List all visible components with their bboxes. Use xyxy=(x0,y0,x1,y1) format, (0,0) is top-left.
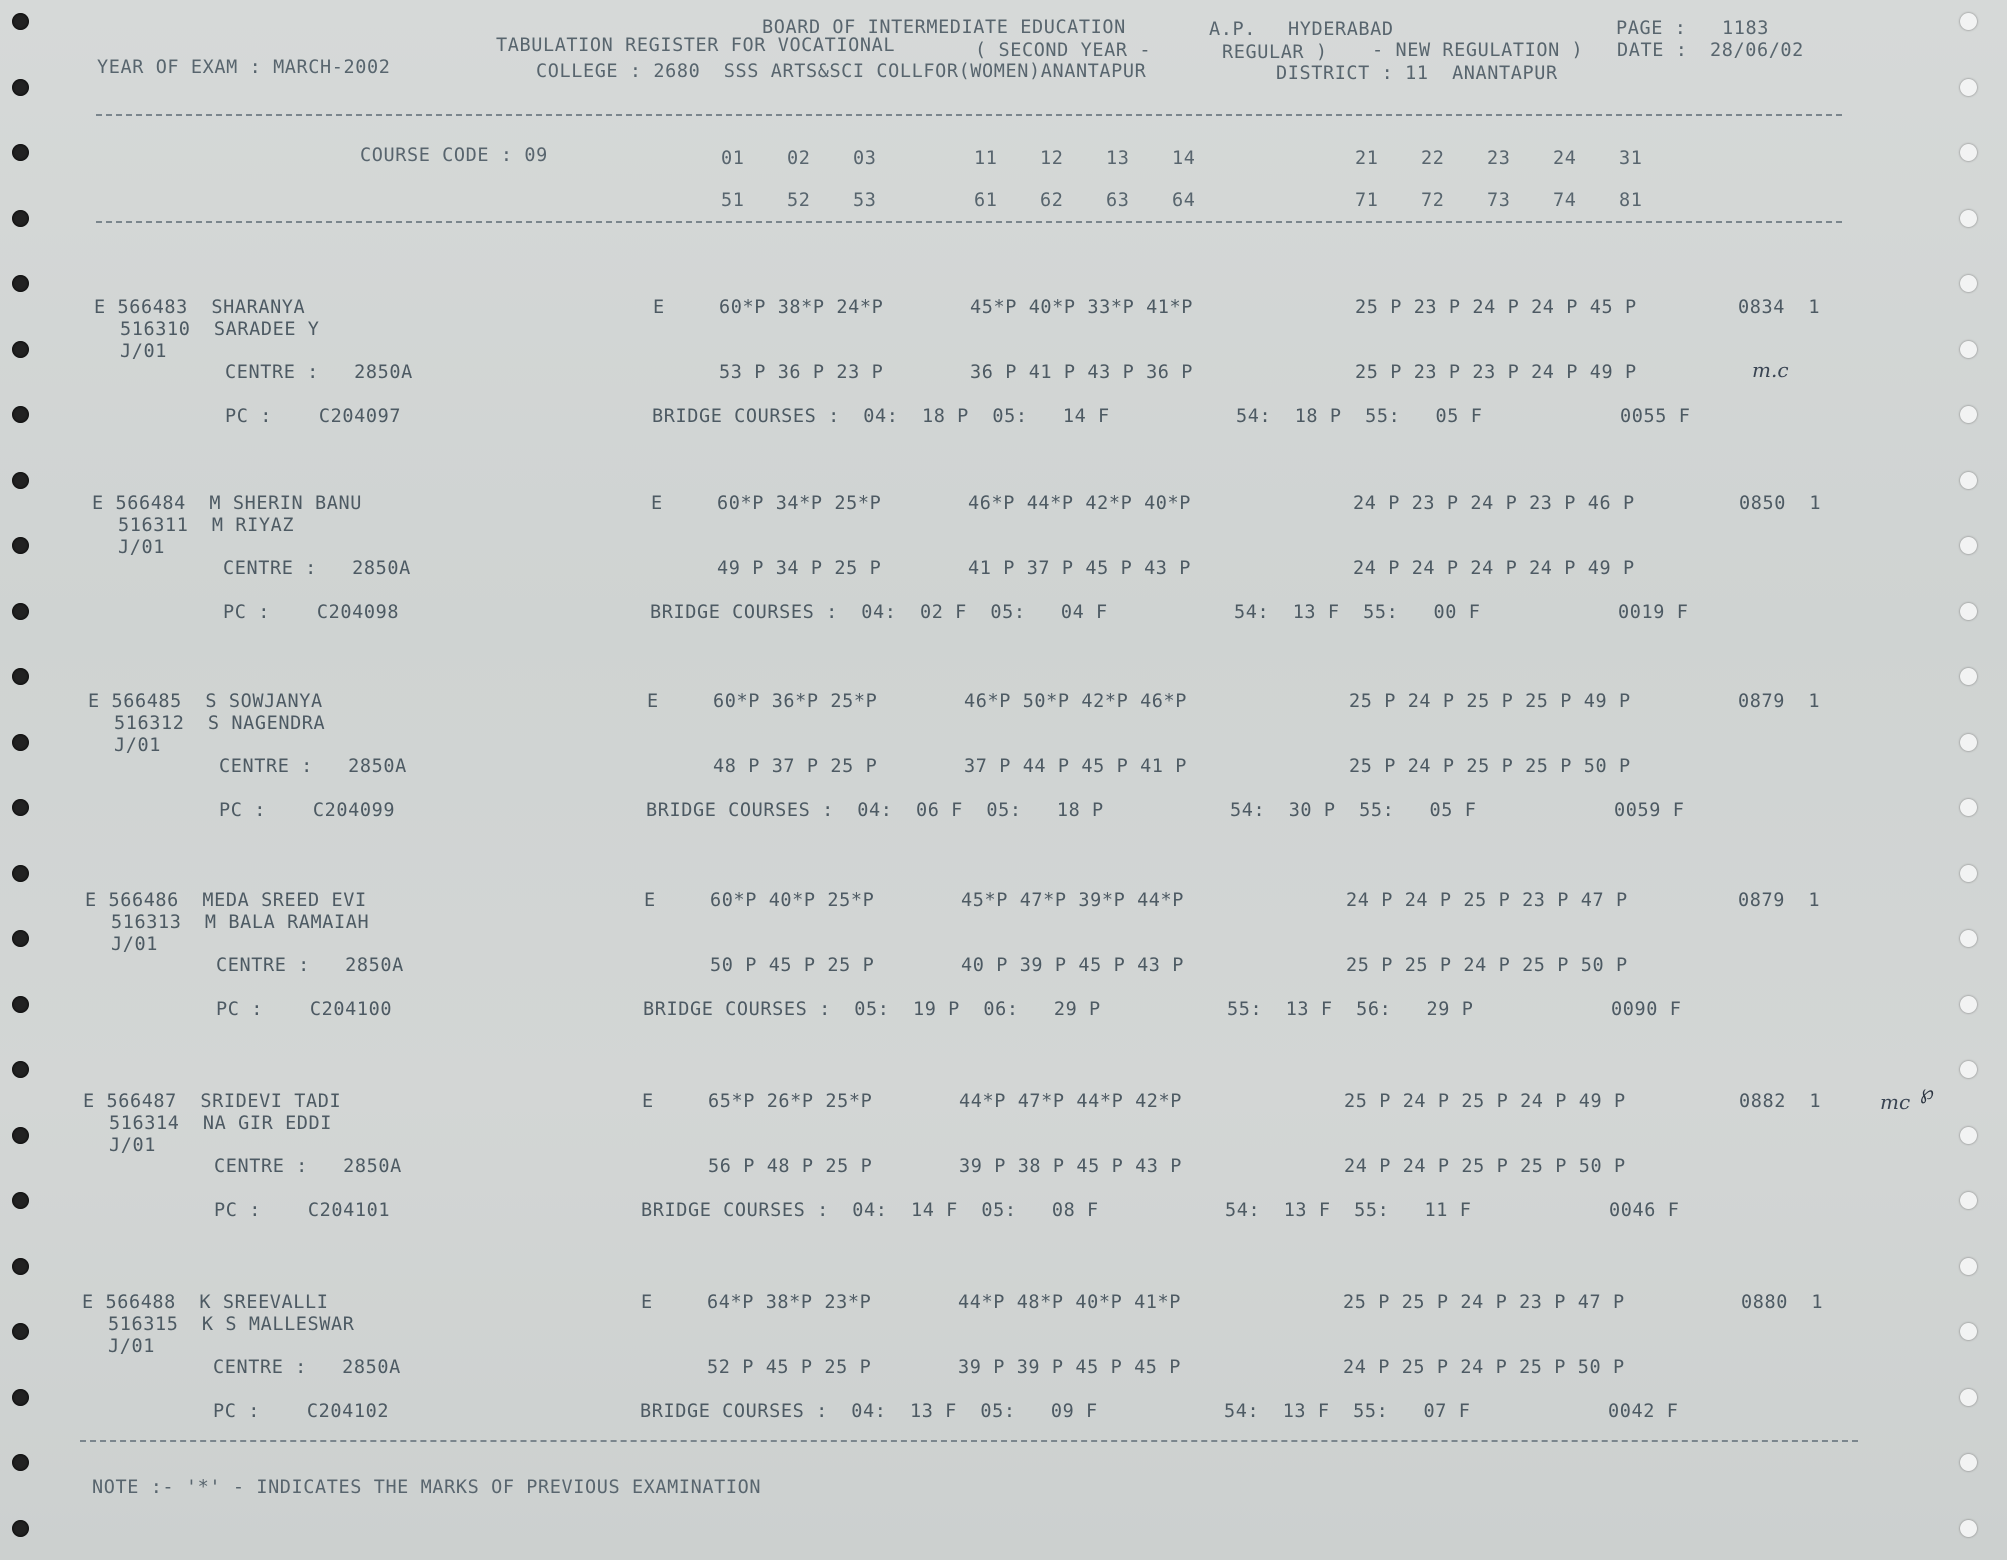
bridge-courses: BRIDGE COURSES : 05: 19 P 06: 29 P xyxy=(643,999,1101,1020)
roll-and-name: E 566484 M SHERIN BANU xyxy=(92,493,362,514)
page-label: PAGE : xyxy=(1616,18,1687,39)
feed-hole-icon xyxy=(12,1454,29,1471)
course-column-code: 81 xyxy=(1619,190,1643,211)
state-label: A.P. xyxy=(1209,19,1256,40)
reg-and-father: 516314 NA GIR EDDI xyxy=(109,1113,333,1134)
bridge-courses-2: 54: 13 F 55: 07 F xyxy=(1224,1401,1471,1422)
bridge-total: 0019 F xyxy=(1618,602,1689,623)
feed-hole-icon xyxy=(12,144,29,161)
course-column-code: 73 xyxy=(1487,190,1511,211)
second-marks-group-2: 37 P 44 P 45 P 41 P xyxy=(964,756,1188,777)
left-feed-holes xyxy=(12,0,42,1560)
second-marks-group-3: 25 P 24 P 25 P 25 P 50 P xyxy=(1349,756,1631,777)
course-column-code: 64 xyxy=(1172,190,1196,211)
pc-code: PC : C204101 xyxy=(214,1200,391,1221)
course-column-code: 12 xyxy=(1040,148,1064,169)
feed-hole-icon xyxy=(12,668,29,685)
marks-group-1: 60*P 40*P 25*P xyxy=(710,890,875,911)
course-column-code: 13 xyxy=(1106,148,1130,169)
date-value: 28/06/02 xyxy=(1710,40,1804,61)
register-title: TABULATION REGISTER FOR VOCATIONAL xyxy=(496,35,896,56)
bridge-courses: BRIDGE COURSES : 04: 13 F 05: 09 F xyxy=(640,1401,1098,1422)
second-marks-group-3: 25 P 25 P 24 P 25 P 50 P xyxy=(1346,955,1628,976)
second-marks-group-2: 39 P 38 P 45 P 43 P xyxy=(959,1156,1183,1177)
date-label: DATE : xyxy=(1617,40,1688,61)
course-column-code: 62 xyxy=(1040,190,1064,211)
total-and-division: 0880 1 xyxy=(1741,1292,1824,1313)
bridge-courses: BRIDGE COURSES : 04: 18 P 05: 14 F xyxy=(652,406,1110,427)
roll-and-name: E 566486 MEDA SREED EVI xyxy=(85,890,367,911)
course-column-code: 74 xyxy=(1553,190,1577,211)
right-feed-holes xyxy=(1960,0,1990,1560)
pc-code: PC : C204097 xyxy=(225,406,402,427)
feed-hole-icon xyxy=(1960,1127,1977,1144)
feed-hole-icon xyxy=(1960,603,1977,620)
feed-hole-icon xyxy=(12,1323,29,1340)
feed-hole-icon xyxy=(12,472,29,489)
feed-hole-icon xyxy=(1960,668,1977,685)
year-type: ( SECOND YEAR - xyxy=(975,40,1152,61)
feed-hole-icon xyxy=(12,734,29,751)
feed-hole-icon xyxy=(1960,734,1977,751)
second-marks-group-3: 24 P 25 P 24 P 25 P 50 P xyxy=(1343,1357,1625,1378)
bridge-courses-2: 54: 30 P 55: 05 F xyxy=(1230,800,1477,821)
marks-group-2: 46*P 50*P 42*P 46*P xyxy=(964,691,1188,712)
course-column-code: 72 xyxy=(1421,190,1445,211)
marks-group-1: 64*P 38*P 23*P xyxy=(707,1292,872,1313)
marks-group-3: 25 P 23 P 24 P 24 P 45 P xyxy=(1355,297,1637,318)
bridge-courses: BRIDGE COURSES : 04: 14 F 05: 08 F xyxy=(641,1200,1099,1221)
total-and-division: 0879 1 xyxy=(1738,890,1821,911)
feed-hole-icon xyxy=(12,1192,29,1209)
feed-hole-icon xyxy=(12,603,29,620)
feed-hole-icon xyxy=(1960,1061,1977,1078)
divider xyxy=(96,221,1842,223)
exam-flag: E xyxy=(653,297,665,318)
reg-and-father: 516313 M BALA RAMAIAH xyxy=(111,912,370,933)
feed-hole-icon xyxy=(1960,210,1977,227)
feed-hole-icon xyxy=(1960,865,1977,882)
feed-hole-icon xyxy=(12,1520,29,1537)
marks-group-1: 60*P 38*P 24*P xyxy=(719,297,884,318)
handwritten-mc-2: mc xyxy=(1880,1090,1911,1114)
exam-flag: E xyxy=(651,493,663,514)
bridge-courses: BRIDGE COURSES : 04: 06 F 05: 18 P xyxy=(646,800,1104,821)
second-marks-group-2: 36 P 41 P 43 P 36 P xyxy=(970,362,1194,383)
second-marks-group-1: 52 P 45 P 25 P xyxy=(707,1357,872,1378)
course-column-code: 51 xyxy=(721,190,745,211)
course-column-code: 11 xyxy=(974,148,998,169)
feed-hole-icon xyxy=(12,799,29,816)
centre-code: CENTRE : 2850A xyxy=(219,756,407,777)
exam-flag: E xyxy=(644,890,656,911)
marks-group-3: 24 P 23 P 24 P 23 P 46 P xyxy=(1353,493,1635,514)
feed-hole-icon xyxy=(1960,996,1977,1013)
second-marks-group-2: 40 P 39 P 45 P 43 P xyxy=(961,955,1185,976)
roll-and-name: E 566483 SHARANYA xyxy=(94,297,306,318)
feed-hole-icon xyxy=(1960,341,1977,358)
total-and-division: 0850 1 xyxy=(1739,493,1822,514)
reg-and-father: 516315 K S MALLESWAR xyxy=(108,1314,355,1335)
regulation-label: - NEW REGULATION ) xyxy=(1372,40,1584,61)
marks-group-2: 44*P 48*P 40*P 41*P xyxy=(958,1292,1182,1313)
marks-group-2: 46*P 44*P 42*P 40*P xyxy=(968,493,1192,514)
marks-group-2: 44*P 47*P 44*P 42*P xyxy=(959,1091,1183,1112)
bridge-courses-2: 54: 18 P 55: 05 F xyxy=(1236,406,1483,427)
handwritten-mc-1: m.c xyxy=(1752,358,1789,382)
reg-and-father: 516312 S NAGENDRA xyxy=(114,713,326,734)
feed-hole-icon xyxy=(1960,537,1977,554)
feed-hole-icon xyxy=(12,996,29,1013)
college-line: COLLEGE : 2680 SSS ARTS&SCI COLLFOR(WOMEN)ANANTAPUR xyxy=(536,61,1147,82)
feed-hole-icon xyxy=(12,210,29,227)
second-marks-group-1: 48 P 37 P 25 P xyxy=(713,756,878,777)
second-marks-group-1: 53 P 36 P 23 P xyxy=(719,362,884,383)
course-column-code: 23 xyxy=(1487,148,1511,169)
feed-hole-icon xyxy=(1960,1192,1977,1209)
feed-hole-icon xyxy=(1960,1389,1977,1406)
course-column-code: 63 xyxy=(1106,190,1130,211)
centre-code: CENTRE : 2850A xyxy=(216,955,404,976)
divider xyxy=(96,114,1842,116)
feed-hole-icon xyxy=(12,930,29,947)
feed-hole-icon xyxy=(1960,1323,1977,1340)
bridge-total: 0042 F xyxy=(1608,1401,1679,1422)
marks-group-3: 25 P 24 P 25 P 24 P 49 P xyxy=(1344,1091,1626,1112)
second-marks-group-3: 25 P 23 P 23 P 24 P 49 P xyxy=(1355,362,1637,383)
course-column-code: 24 xyxy=(1553,148,1577,169)
feed-hole-icon xyxy=(1960,79,1977,96)
course-column-code: 53 xyxy=(853,190,877,211)
second-marks-group-3: 24 P 24 P 24 P 24 P 49 P xyxy=(1353,558,1635,579)
course-column-code: 01 xyxy=(721,148,745,169)
centre-code: CENTRE : 2850A xyxy=(213,1357,401,1378)
class-code: J/01 xyxy=(108,1336,155,1357)
course-code: COURSE CODE : 09 xyxy=(360,145,548,166)
reg-and-father: 516310 SARADEE Y xyxy=(120,319,320,340)
pc-code: PC : C204102 xyxy=(213,1401,390,1422)
total-and-division: 0879 1 xyxy=(1738,691,1821,712)
pc-code: PC : C204099 xyxy=(219,800,396,821)
footnote: NOTE :- '*' - INDICATES THE MARKS OF PREVIOUS EXAMINATION xyxy=(92,1477,762,1498)
bridge-total: 0059 F xyxy=(1614,800,1685,821)
bridge-courses-2: 55: 13 F 56: 29 P xyxy=(1227,999,1474,1020)
feed-hole-icon xyxy=(12,79,29,96)
second-marks-group-2: 39 P 39 P 45 P 45 P xyxy=(958,1357,1182,1378)
course-column-code: 03 xyxy=(853,148,877,169)
city-label: HYDERABAD xyxy=(1288,19,1394,40)
course-column-code: 71 xyxy=(1355,190,1379,211)
pc-code: PC : C204100 xyxy=(216,999,393,1020)
marks-group-1: 65*P 26*P 25*P xyxy=(708,1091,873,1112)
feed-hole-icon xyxy=(1960,1454,1977,1471)
feed-hole-icon xyxy=(1960,799,1977,816)
feed-hole-icon xyxy=(1960,275,1977,292)
feed-hole-icon xyxy=(12,1389,29,1406)
centre-code: CENTRE : 2850A xyxy=(225,362,413,383)
marks-group-2: 45*P 40*P 33*P 41*P xyxy=(970,297,1194,318)
exam-flag: E xyxy=(642,1091,654,1112)
second-marks-group-1: 50 P 45 P 25 P xyxy=(710,955,875,976)
feed-hole-icon xyxy=(12,1061,29,1078)
bridge-total: 0046 F xyxy=(1609,1200,1680,1221)
regular-label: REGULAR ) xyxy=(1222,42,1328,63)
page-number: 1183 xyxy=(1722,18,1769,39)
feed-hole-icon xyxy=(12,341,29,358)
class-code: J/01 xyxy=(109,1135,156,1156)
marks-group-2: 45*P 47*P 39*P 44*P xyxy=(961,890,1185,911)
bridge-total: 0090 F xyxy=(1611,999,1682,1020)
feed-hole-icon xyxy=(1960,930,1977,947)
class-code: J/01 xyxy=(120,341,167,362)
roll-and-name: E 566485 S SOWJANYA xyxy=(88,691,323,712)
total-and-division: 0834 1 xyxy=(1738,297,1821,318)
bridge-total: 0055 F xyxy=(1620,406,1691,427)
course-column-code: 31 xyxy=(1619,148,1643,169)
feed-hole-icon xyxy=(1960,1258,1977,1275)
second-marks-group-2: 41 P 37 P 45 P 43 P xyxy=(968,558,1192,579)
course-column-code: 14 xyxy=(1172,148,1196,169)
feed-hole-icon xyxy=(1960,13,1977,30)
centre-code: CENTRE : 2850A xyxy=(214,1156,402,1177)
roll-and-name: E 566487 SRIDEVI TADI xyxy=(83,1091,342,1112)
class-code: J/01 xyxy=(118,537,165,558)
second-marks-group-1: 49 P 34 P 25 P xyxy=(717,558,882,579)
board-title: BOARD OF INTERMEDIATE EDUCATION xyxy=(762,17,1126,38)
marks-group-1: 60*P 34*P 25*P xyxy=(717,493,882,514)
feed-hole-icon xyxy=(12,275,29,292)
feed-hole-icon xyxy=(1960,1520,1977,1537)
feed-hole-icon xyxy=(12,865,29,882)
class-code: J/01 xyxy=(111,934,158,955)
marks-group-3: 25 P 24 P 25 P 25 P 49 P xyxy=(1349,691,1631,712)
centre-code: CENTRE : 2850A xyxy=(223,558,411,579)
feed-hole-icon xyxy=(12,406,29,423)
marks-group-1: 60*P 36*P 25*P xyxy=(713,691,878,712)
exam-flag: E xyxy=(641,1292,653,1313)
bridge-courses-2: 54: 13 F 55: 00 F xyxy=(1234,602,1481,623)
feed-hole-icon xyxy=(1960,472,1977,489)
course-column-code: 02 xyxy=(787,148,811,169)
course-column-code: 52 xyxy=(787,190,811,211)
pc-code: PC : C204098 xyxy=(223,602,400,623)
exam-year: YEAR OF EXAM : MARCH-2002 xyxy=(97,57,391,78)
second-marks-group-1: 56 P 48 P 25 P xyxy=(708,1156,873,1177)
feed-hole-icon xyxy=(12,1127,29,1144)
exam-flag: E xyxy=(647,691,659,712)
divider xyxy=(80,1440,1858,1442)
handwritten-initial-icon: ℘ xyxy=(1920,1080,1934,1104)
course-column-code: 61 xyxy=(974,190,998,211)
marks-group-3: 24 P 24 P 25 P 23 P 47 P xyxy=(1346,890,1628,911)
second-marks-group-3: 24 P 24 P 25 P 25 P 50 P xyxy=(1344,1156,1626,1177)
feed-hole-icon xyxy=(12,13,29,30)
bridge-courses: BRIDGE COURSES : 04: 02 F 05: 04 F xyxy=(650,602,1108,623)
course-column-code: 21 xyxy=(1355,148,1379,169)
bridge-courses-2: 54: 13 F 55: 11 F xyxy=(1225,1200,1472,1221)
feed-hole-icon xyxy=(12,1258,29,1275)
roll-and-name: E 566488 K SREEVALLI xyxy=(82,1292,329,1313)
class-code: J/01 xyxy=(114,735,161,756)
reg-and-father: 516311 M RIYAZ xyxy=(118,515,295,536)
marks-group-3: 25 P 25 P 24 P 23 P 47 P xyxy=(1343,1292,1625,1313)
course-column-code: 22 xyxy=(1421,148,1445,169)
feed-hole-icon xyxy=(12,537,29,554)
feed-hole-icon xyxy=(1960,144,1977,161)
district-line: DISTRICT : 11 ANANTAPUR xyxy=(1276,63,1558,84)
total-and-division: 0882 1 xyxy=(1739,1091,1822,1112)
feed-hole-icon xyxy=(1960,406,1977,423)
